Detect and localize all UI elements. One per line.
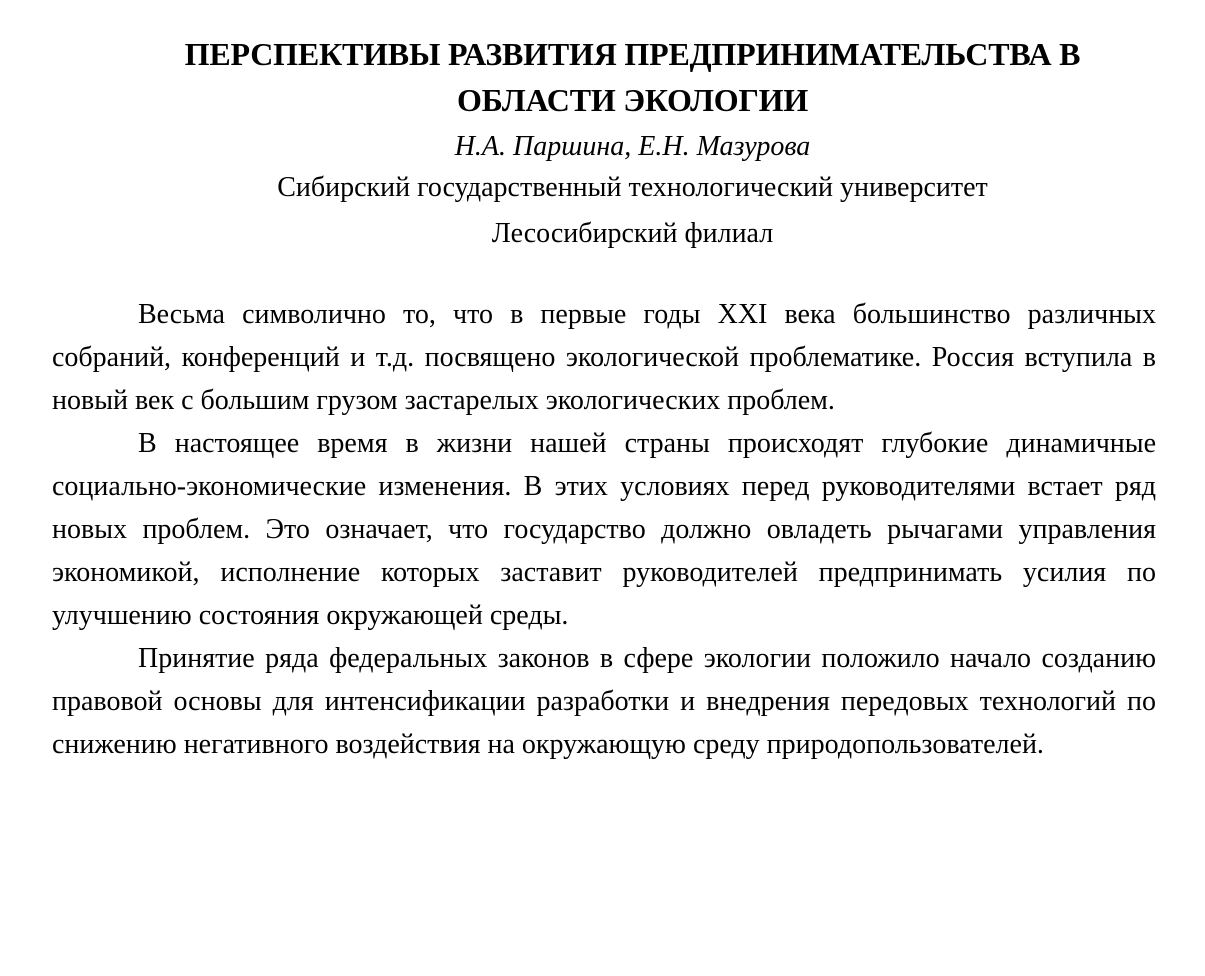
body-text (52, 293, 1156, 766)
paper-title-line-1: ПЕРСПЕКТИВЫ РАЗВИТИЯ ПРЕДПРИНИМАТЕЛЬСТВА В (184, 36, 1081, 72)
affiliation-branch: Лесосибирский филиал (491, 218, 774, 249)
paragraph-2: В настоящее время в жизни нашей страны происходят глубокие динамичные социально-экономические изменения. В этих условиях перед руководителями встает ряд новых проблем. Это означает, что государство должно овладеть рычагами управления экономикой, исполнение которых заставит руководителей предпринимать усилия по улучшению состояния окружающей среды. (52, 428, 1156, 631)
paragraph-3: Принятие ряда федеральных законов в сфере экологии положило начало созданию правовой основы для интенсификации разработки и внедрения передовых технологий по снижению негативного воздействия на окружающую среду природопользователей. (52, 643, 1156, 760)
paragraph-1: Весьма символично то, что в первые годы XXI века большинство различных собраний, конференций и т.д. посвящено экологической проблематике. Россия вступила в новый век с большим грузом застарелых экологических проблем. (52, 299, 1156, 416)
authors: Н.А. Паршина, Е.Н. Мазурова (454, 131, 811, 162)
affiliation-university: Сибирский государственный технологический университет (277, 172, 988, 203)
paper-title-line-2: ОБЛАСТИ ЭКОЛОГИИ (456, 82, 809, 118)
